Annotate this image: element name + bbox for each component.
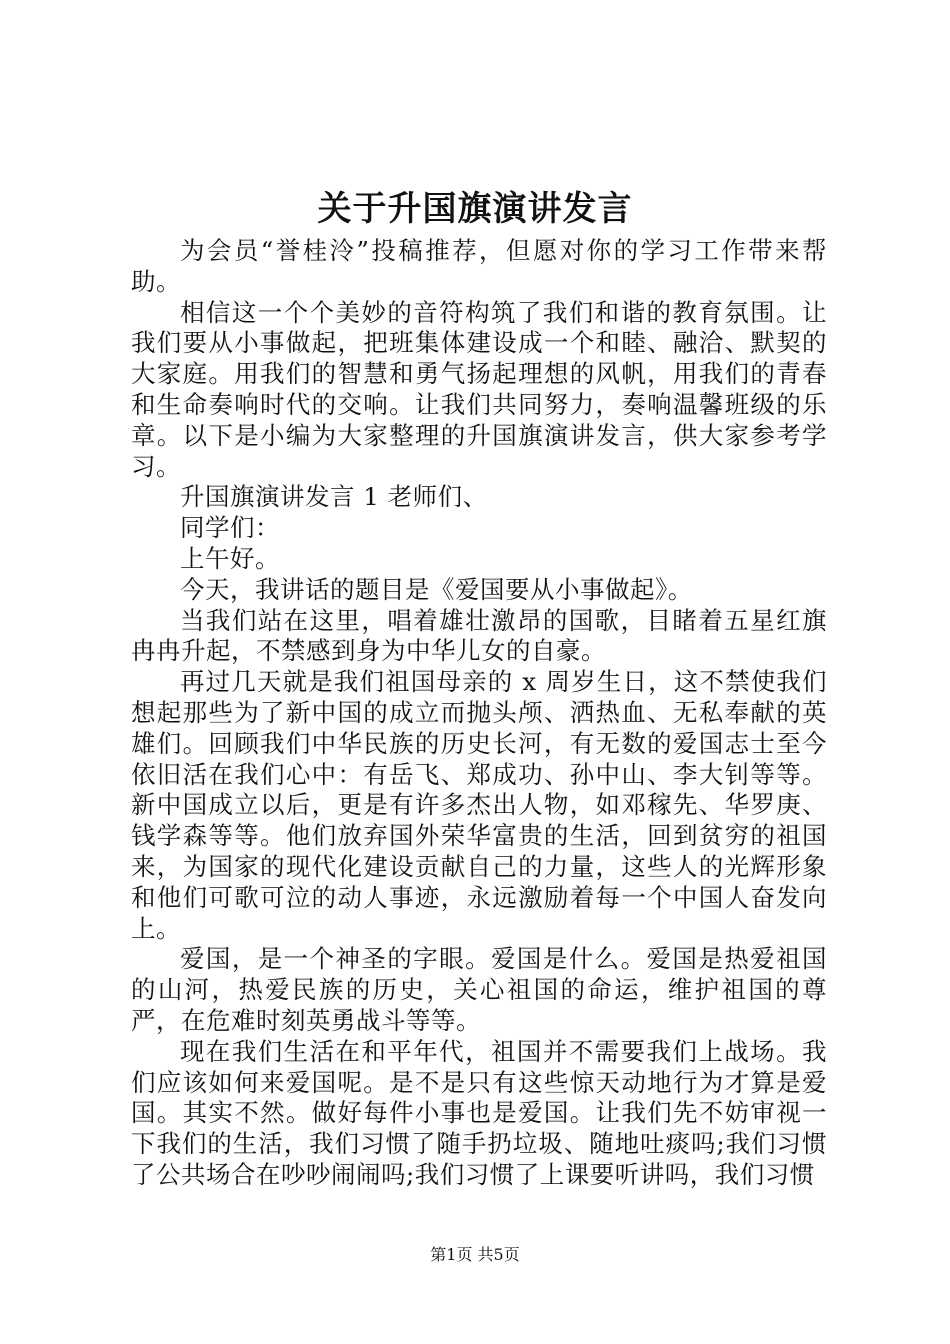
paragraph-topic: 今天，我讲话的题目是《爱国要从小事做起》。 bbox=[180, 574, 693, 604]
paragraph-flag-raising: 当我们站在这里，唱着雄壮激昂的国歌，目睹着五星红旗冉冉升起，不禁感到身为中华儿女的自豪。 bbox=[131, 605, 827, 666]
paragraph-patriotism: 爱国，是一个神圣的字眼。爱国是什么。爱国是热爱祖国的山河，热爱民族的历史，关心祖国的命运，维护祖国的尊严，在危难时刻英勇战斗等等。 bbox=[131, 944, 827, 1035]
paragraph-heroes: 再过几天就是我们祖国母亲的 x 周岁生日，这不禁使我们想起那些为了新中国的成立而抛头颅、洒热血、无私奉献的英雄们。回顾我们中华民族的历史长河，有无数的爱国志士至今依旧活在我们心中：有岳飞、郑成功、孙中山、李大钊等等。新中国成立以后，更是有许多杰出人物，如邓稼先、华罗庚、钱学森等等。他们放弃国外荣华富贵的生活，回到贫穷的祖国来，为国家的现代化建设贡献自己的力量，这些人的光辉形象和他们可歌可泣的动人事迹，永远激励着每一个中国人奋发向上。 bbox=[131, 667, 827, 943]
paragraph-small-things: 现在我们生活在和平年代，祖国并不需要我们上战场。我们应该如何来爱国呢。是不是只有这些惊天动地行为才算是爱国。其实不然。做好每件小事也是爱国。让我们先不妨审视一下我们的生活，我们习惯了随手扔垃圾、随地吐痰吗;我们习惯了公共场合在吵吵闹闹吗;我们习惯了上课要听讲吗，我们习惯 bbox=[131, 1036, 827, 1189]
paragraph-greeting: 上午好。 bbox=[180, 543, 280, 573]
page-number-footer: 第1页 共5页 bbox=[430, 1245, 520, 1264]
document-body bbox=[131, 236, 827, 1191]
paragraph-preface: 相信这一个个美妙的音符构筑了我们和谐的教育氛围。让我们要从小事做起，把班集体建设成一个和睦、融洽、默契的大家庭。用我们的智慧和勇气扬起理想的风帆，用我们的青春和生命奏响时代的交响。让我们共同努力，奏响温馨班级的乐章。以下是小编为大家整理的升国旗演讲发言，供大家参考学习。 bbox=[131, 297, 827, 481]
paragraph-salutation: 同学们： bbox=[180, 513, 280, 543]
paragraph-intro: 为会员“誉桂泠”投稿推荐，但愿对你的学习工作带来帮助。 bbox=[131, 236, 827, 296]
document-title: 关于升国旗演讲发言 bbox=[317, 189, 633, 229]
paragraph-speech-heading: 升国旗演讲发言 1 老师们、 bbox=[180, 482, 488, 512]
